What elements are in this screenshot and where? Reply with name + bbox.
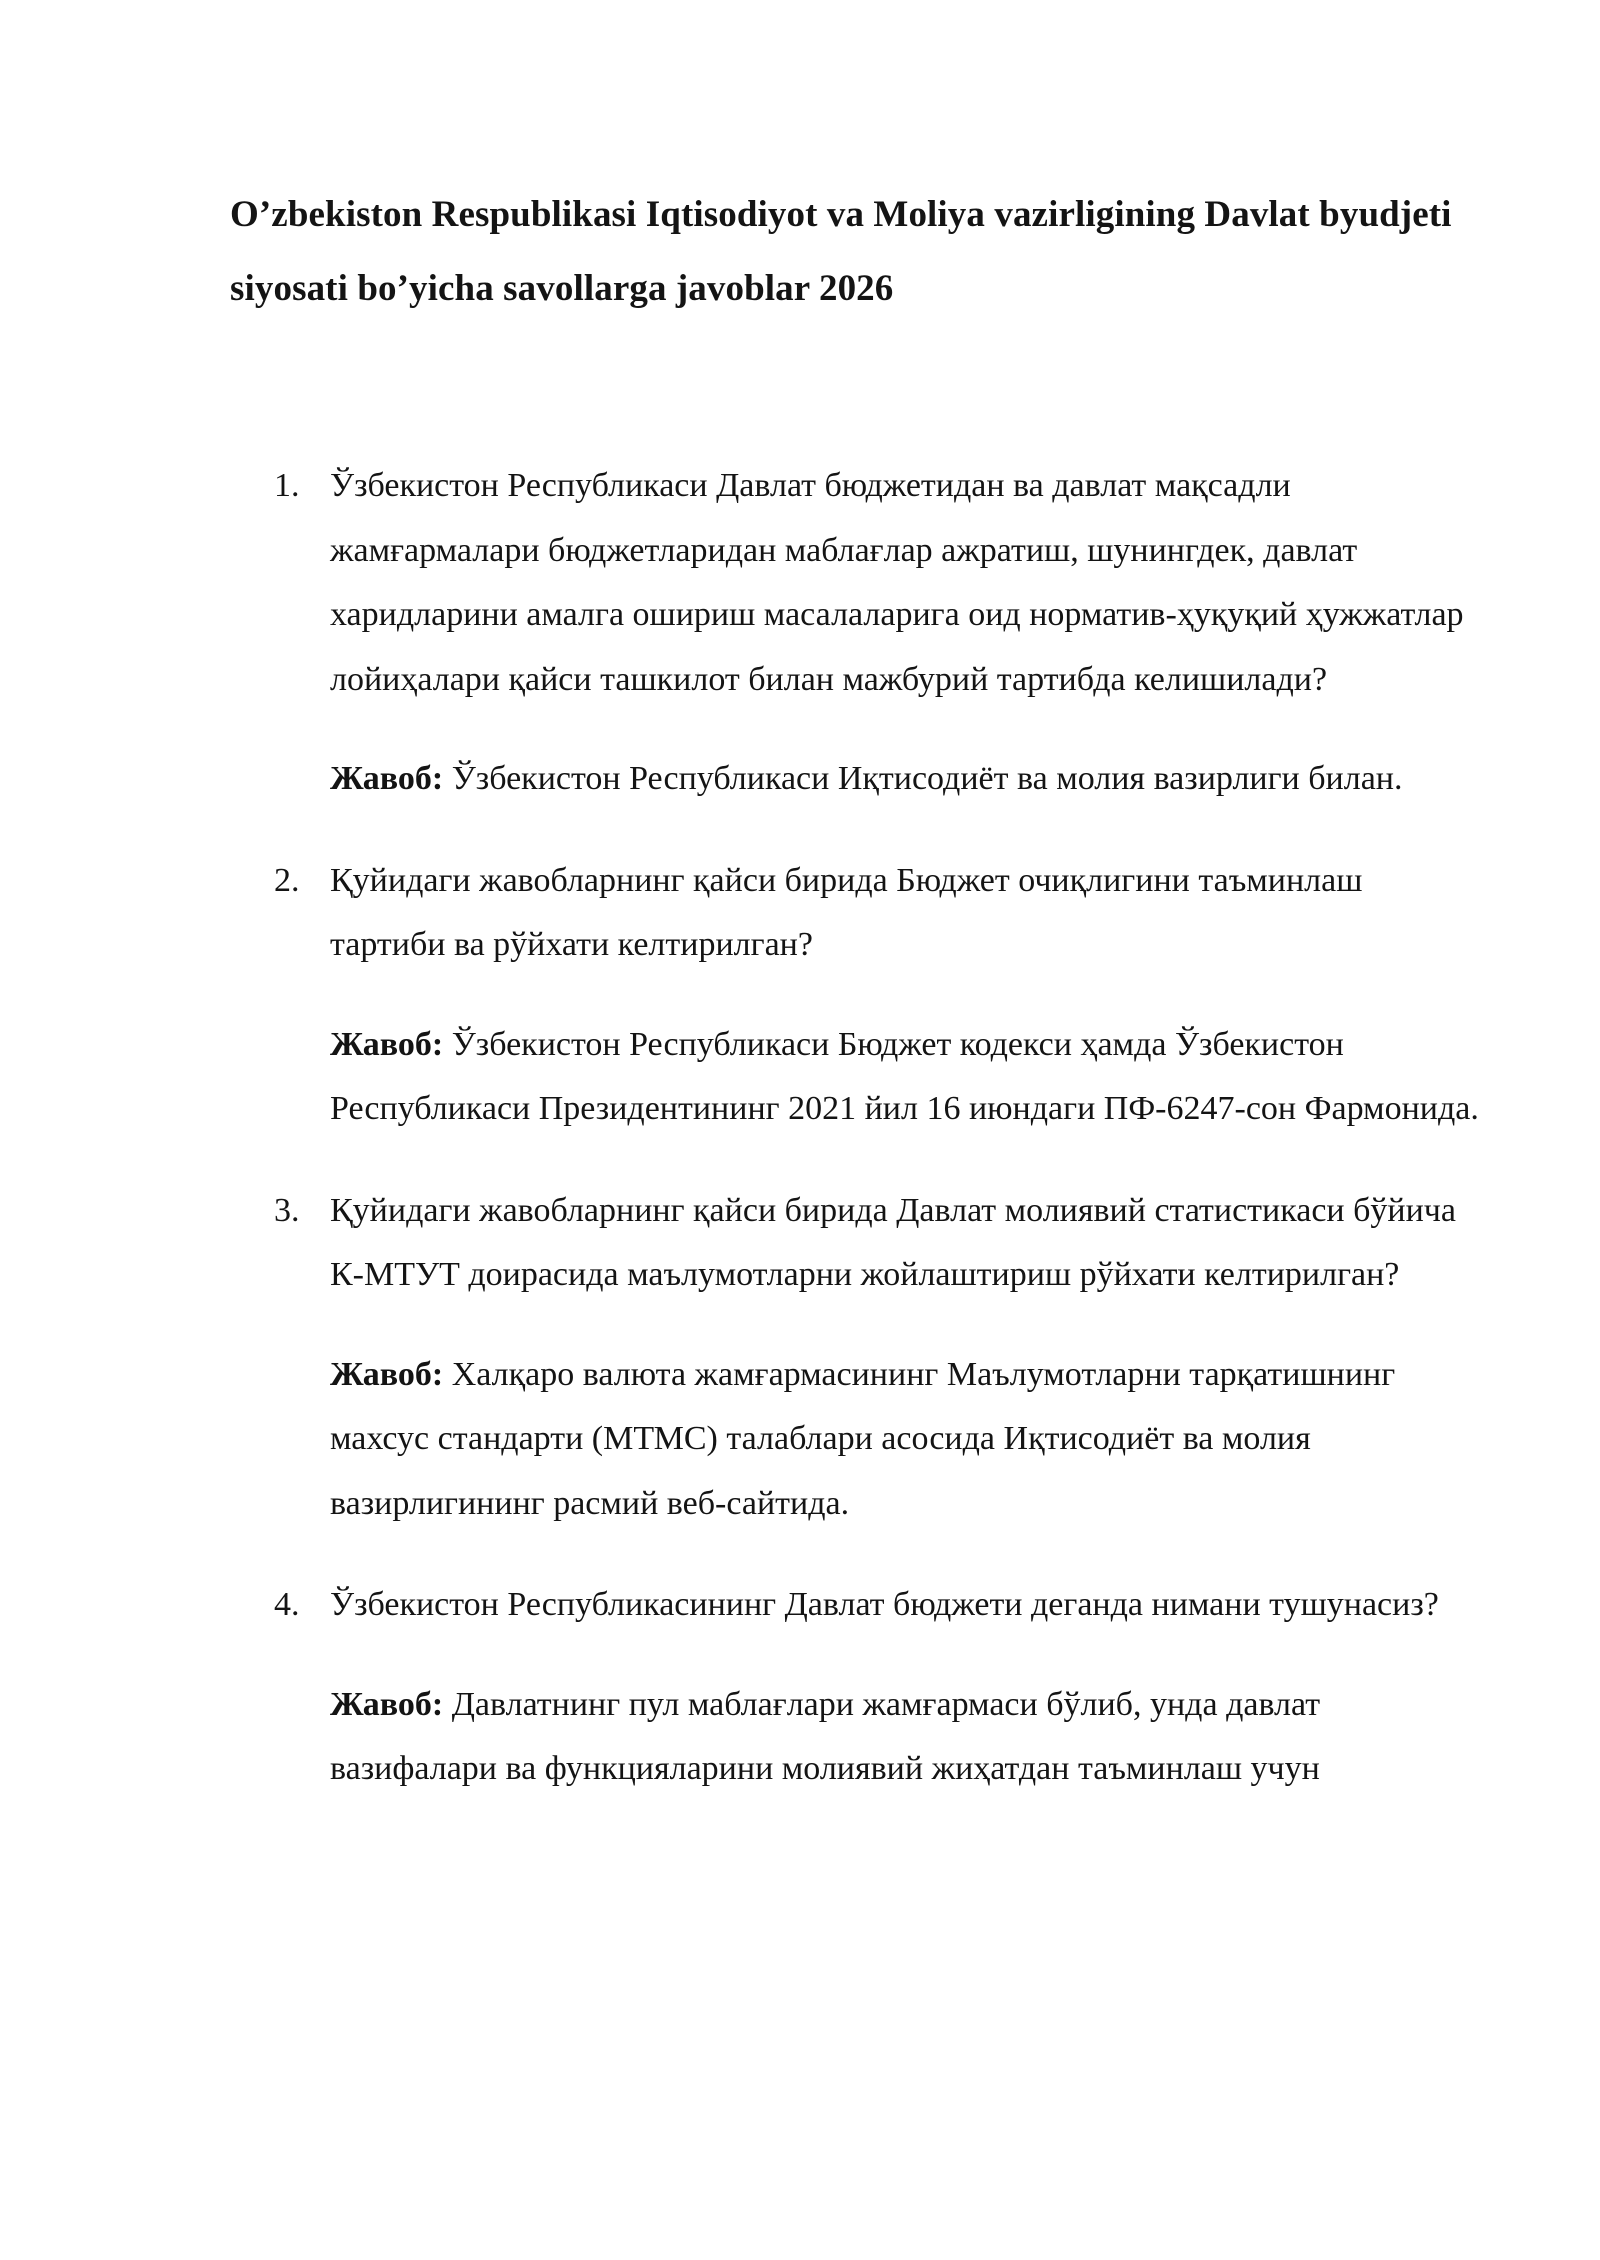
question-text: Ўзбекистон Республикаси Давлат бюджетидан ва давлат мақсадли жамғармалари бюджетларидан маблағлар ажратиш, шунингдек, давлат харидларини амалга ошириш масалаларига оид норматив-ҳуқуқий ҳужжатлар лойиҳалари қайси ташкилот билан мажбурий тартибда келишилади? — [330, 467, 1464, 698]
answer-label: Жавоб: — [330, 1025, 444, 1063]
answer-paragraph — [330, 1343, 1480, 1537]
question-answer-list — [230, 454, 1480, 1802]
answer-paragraph — [330, 1013, 1480, 1142]
question-number: 3. — [274, 1191, 300, 1229]
list-item — [230, 849, 1480, 1142]
answer-text: Халқаро валюта жамғармасининг Маълумотларни тарқатишнинг махсус стандарти (МТМС) талаблари асосида Иқтисодиёт ва молия вазирлигининг расмий веб-сайтида. — [330, 1355, 1396, 1522]
question-text: Қуйидаги жавобларнинг қайси бирида Давлат молиявий статистикаси бўйича К-МТУТ доирасида маълумотларни жойлаштириш рўйхати келтирилган? — [330, 1191, 1456, 1293]
question-text: Қуйидаги жавобларнинг қайси бирида Бюджет очиқлигини таъминлаш тартиби ва рўйхати келтирилган? — [330, 861, 1363, 963]
answer-label: Жавоб: — [330, 760, 444, 797]
answer-text: Ўзбекистон Республикаси Бюджет кодекси ҳамда Ўзбекистон Республикаси Президентининг 2021 йил 16 июндаги ПФ-6247-сон Фармонида. — [330, 1025, 1479, 1127]
answer-label: Жавоб: — [330, 1355, 444, 1393]
answer-text: Ўзбекистон Республикаси Иқтисодиёт ва молия вазирлиги билан. — [443, 760, 1403, 797]
question-number: 2. — [274, 861, 300, 899]
list-item — [230, 1573, 1480, 1802]
question-number: 1. — [274, 467, 300, 504]
question-text: Ўзбекистон Республикасининг Давлат бюджети деганда нимани тушунасиз? — [330, 1586, 1439, 1623]
list-item — [230, 454, 1480, 812]
answer-paragraph — [330, 1673, 1480, 1802]
answer-text: Давлатнинг пул маблағлари жамғармаси бўлиб, унда давлат вазифалари ва функцияларини молиявий жиҳатдан таъминлаш учун — [330, 1685, 1321, 1787]
question-number: 4. — [274, 1586, 300, 1623]
answer-paragraph — [330, 747, 1480, 812]
list-item — [230, 1179, 1480, 1537]
document-title: O’zbekiston Respublikasi Iqtisodiyot va Moliya vazirligining Davlat byudjeti siyosati bo’yicha savollarga javoblar 2026 — [230, 194, 1452, 309]
answer-label: Жавоб: — [330, 1685, 444, 1723]
